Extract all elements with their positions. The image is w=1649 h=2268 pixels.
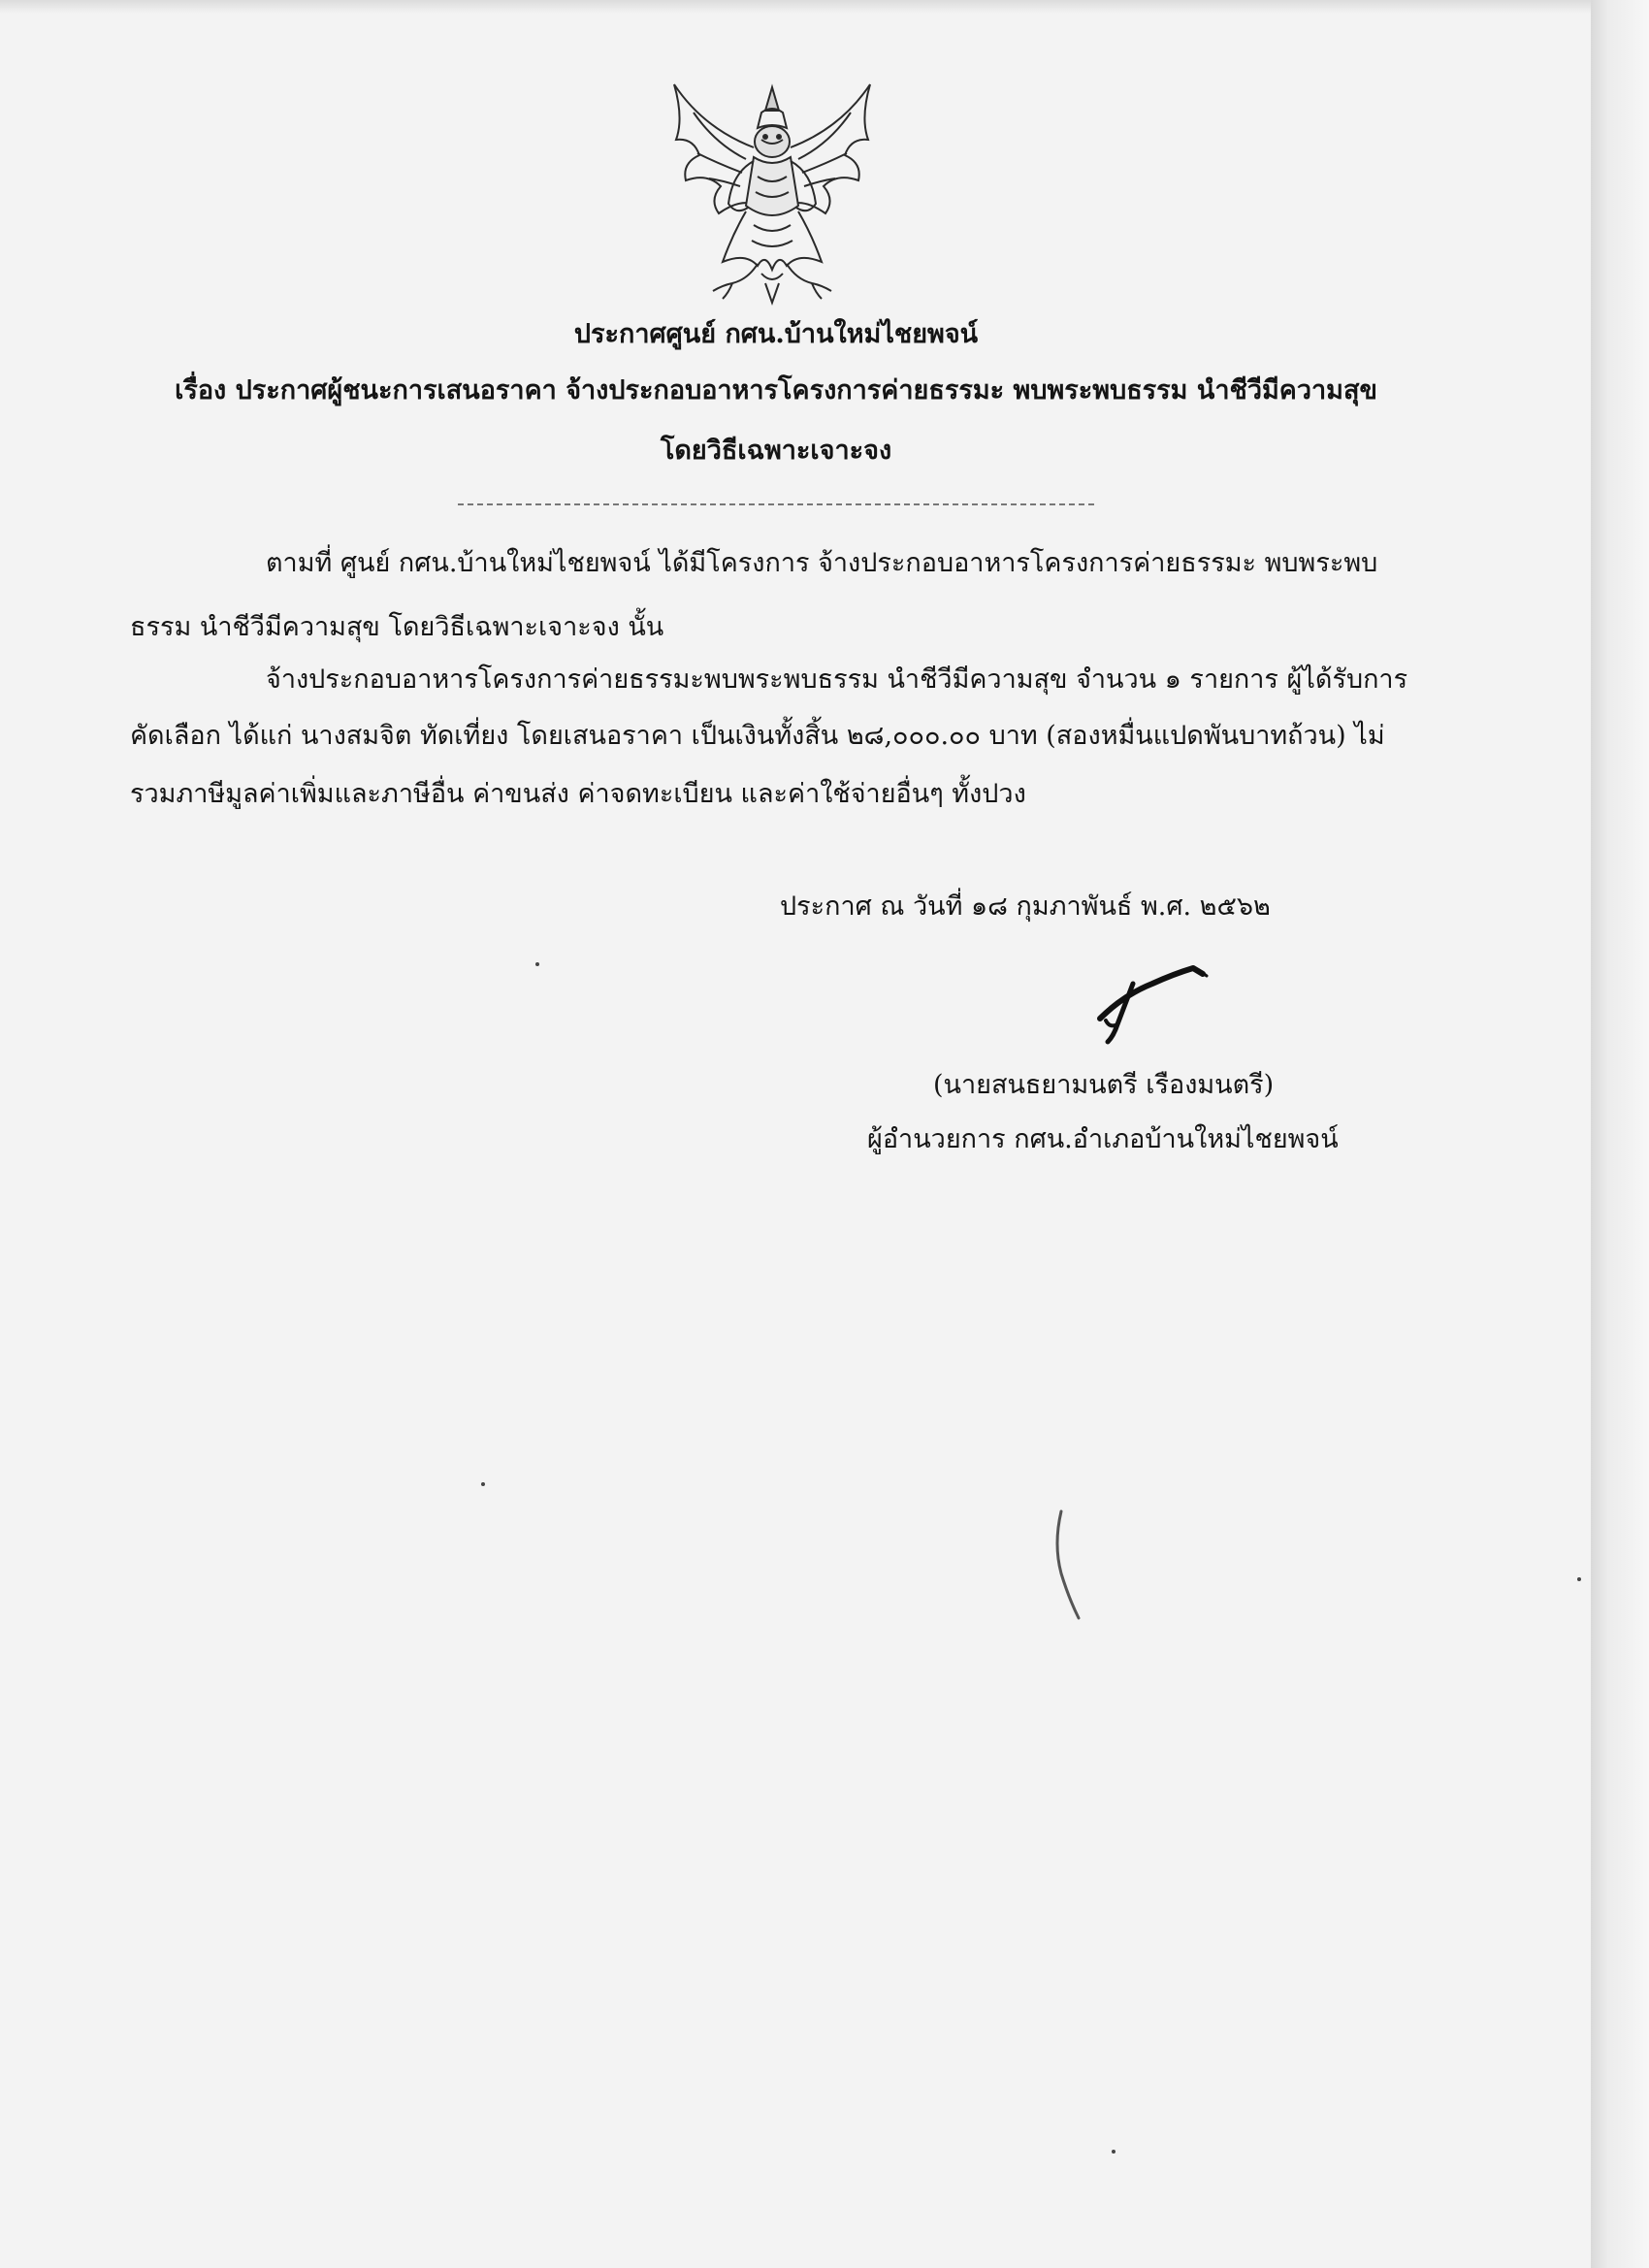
announcement-date: ประกาศ ณ วันที่ ๑๘ กุมภาพันธ์ พ.ศ. ๒๕๖๒ (780, 891, 1271, 922)
scan-speck (1112, 2150, 1116, 2154)
subject-title: เรื่อง ประกาศผู้ชนะการเสนอราคา จ้างประกอบอาหารโครงการค่ายธรรมะ พบพระพบธรรม นำชีวีมีความสุข (175, 375, 1377, 405)
signer-title: ผู้อำนวยการ กศน.อำเภอบ้านใหม่ไชยพจน์ (867, 1124, 1339, 1154)
method-title: โดยวิธีเฉพาะเจาะจง (660, 436, 892, 466)
scan-right-edge (1591, 0, 1649, 2268)
paragraph-1-line-2: ธรรม นำชีวีมีความสุข โดยวิธีเฉพาะเจาะจง นั้น (130, 612, 664, 642)
paragraph-2-line-3: รวมภาษีมูลค่าเพิ่มและภาษีอื่น ค่าขนส่ง ค่าจดทะเบียน และค่าใช้จ่ายอื่นๆ ทั้งปวง (130, 779, 1026, 809)
scan-speck (1577, 1577, 1581, 1581)
paragraph-2-line-2: คัดเลือก ได้แก่ นางสมจิต ทัดเที่ยง โดยเสนอราคา เป็นเงินทั้งสิ้น ๒๘,๐๐๐.๐๐ บาท (สองหมื่นแปดพันบาทถ้วน) ไม่ (130, 721, 1385, 751)
paragraph-2-line-1: จ้างประกอบอาหารโครงการค่ายธรรมะพบพระพบธรรม นำชีวีมีความสุข จำนวน ๑ รายการ ผู้ได้รับการ (266, 664, 1408, 695)
scan-speck (481, 1482, 485, 1486)
scan-top-shadow (0, 0, 1591, 14)
scan-speck (535, 962, 539, 966)
signer-name: (นายสนธยามนตรี เรืองมนตรี) (933, 1070, 1275, 1100)
divider (458, 503, 1094, 505)
paragraph-1-line-1: ตามที่ ศูนย์ กศน.บ้านใหม่ไชยพจน์ ได้มีโครงการ จ้างประกอบอาหารโครงการค่ายธรรมะ พบพระพบ (266, 548, 1378, 578)
scan-mark (1046, 1506, 1084, 1622)
announcement-title: ประกาศศูนย์ กศน.บ้านใหม่ไชยพจน์ (573, 319, 979, 349)
garuda-emblem-icon (664, 80, 880, 308)
handwritten-signature (1084, 960, 1211, 1048)
